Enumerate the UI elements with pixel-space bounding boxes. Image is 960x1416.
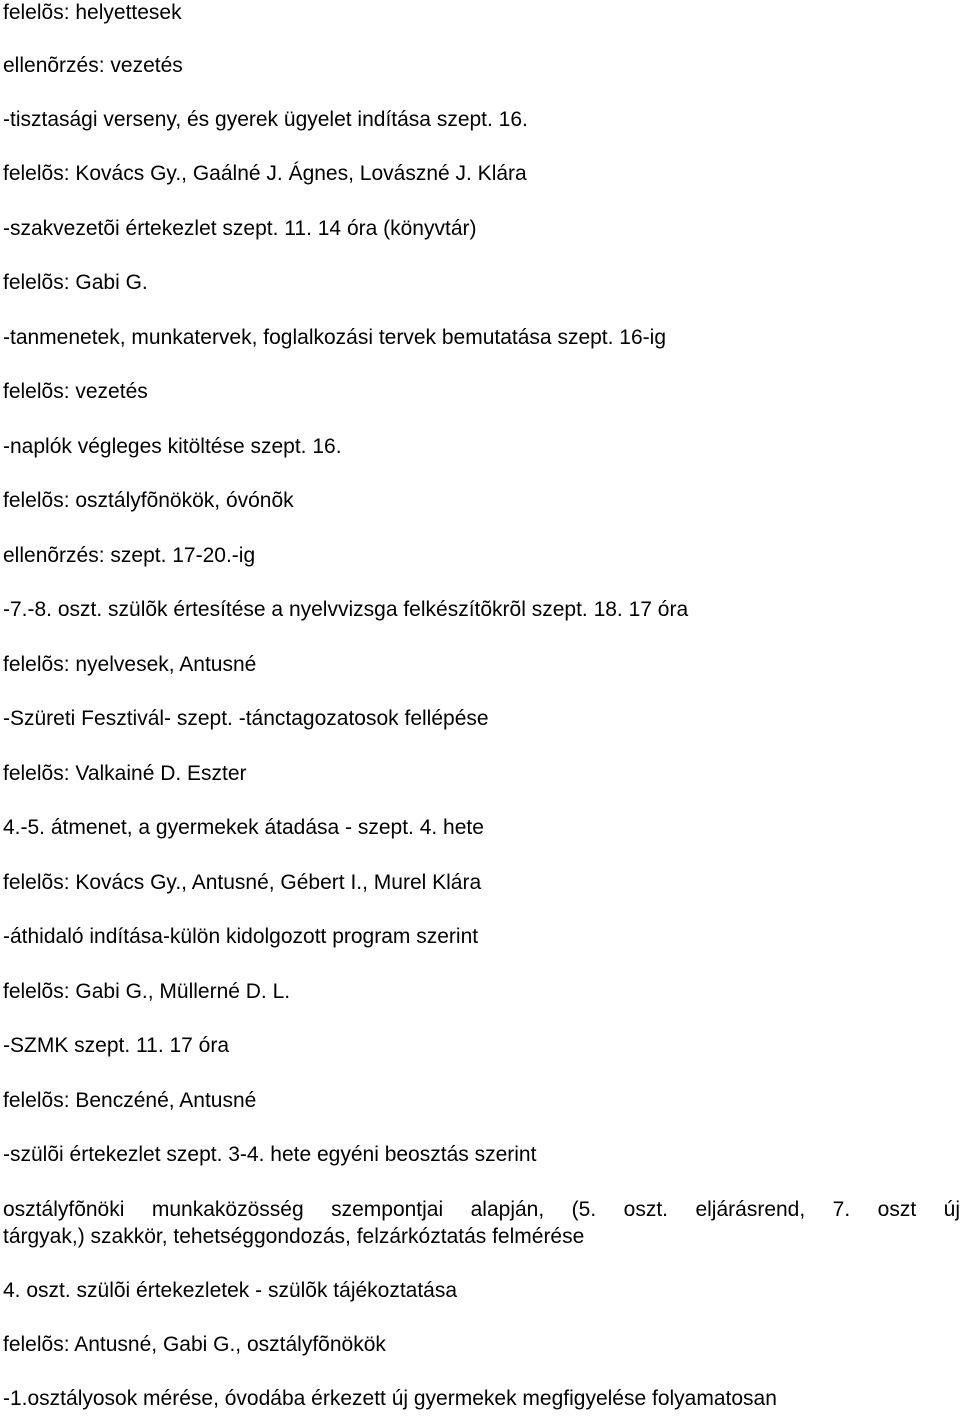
text-line: felelõs: Valkainé D. Eszter bbox=[3, 762, 247, 785]
text-line: felelõs: helyettesek bbox=[3, 1, 182, 24]
text-line: 4. oszt. szülõi értekezletek - szülõk tájékoztatása bbox=[3, 1279, 458, 1302]
text-line: -Szüreti Fesztivál- szept. -tánctagozatosok fellépése bbox=[3, 707, 489, 730]
paragraph-block bbox=[3, 1196, 960, 1250]
paragraph-line: tárgyak,) szakkör, tehetséggondozás, felzárkóztatás felmérése bbox=[3, 1225, 585, 1248]
text-line: ellenõrzés: szept. 17-20.-ig bbox=[3, 544, 256, 567]
text-line: felelõs: Kovács Gy., Gaálné J. Ágnes, Lovászné J. Klára bbox=[3, 162, 527, 185]
paragraph-line: osztályfõnöki munkaközösség szempontjai alapján, (5. oszt. eljárásrend, 7. oszt új bbox=[3, 1198, 960, 1221]
text-line: -1.osztályosok mérése, óvodába érkezett új gyermekek megfigyelése folyamatosan bbox=[3, 1387, 777, 1410]
text-line: -naplók végleges kitöltése szept. 16. bbox=[3, 435, 342, 458]
text-line: -áthidaló indítása-külön kidolgozott program szerint bbox=[3, 925, 479, 948]
text-line: felelõs: Gabi G. bbox=[3, 271, 148, 294]
text-line: felelõs: Antusné, Gabi G., osztályfõnökök bbox=[3, 1333, 386, 1356]
text-line: -tanmenetek, munkatervek, foglalkozási tervek bemutatása szept. 16-ig bbox=[3, 326, 666, 349]
text-line: 4.-5. átmenet, a gyermekek átadása - szept. 4. hete bbox=[3, 816, 484, 839]
text-line: felelõs: vezetés bbox=[3, 380, 148, 403]
text-line: felelõs: osztályfõnökök, óvónõk bbox=[3, 489, 294, 512]
text-line: ellenõrzés: vezetés bbox=[3, 54, 183, 77]
text-line: -SZMK szept. 11. 17 óra bbox=[3, 1034, 230, 1057]
text-line: -szakvezetõi értekezlet szept. 11. 14 óra (könyvtár) bbox=[3, 217, 477, 240]
text-line: -szülõi értekezlet szept. 3-4. hete egyéni beosztás szerint bbox=[3, 1143, 537, 1166]
text-line: felelõs: Gabi G., Müllerné D. L. bbox=[3, 980, 291, 1003]
text-line: -7.-8. oszt. szülõk értesítése a nyelvvizsga felkészítõkrõl szept. 18. 17 óra bbox=[3, 598, 689, 621]
text-line: felelõs: Kovács Gy., Antusné, Gébert I., Murel Klára bbox=[3, 871, 482, 894]
text-line: felelõs: nyelvesek, Antusné bbox=[3, 653, 257, 676]
text-line: -tisztasági verseny, és gyerek ügyelet indítása szept. 16. bbox=[3, 108, 528, 131]
text-line: felelõs: Benczéné, Antusné bbox=[3, 1089, 257, 1112]
